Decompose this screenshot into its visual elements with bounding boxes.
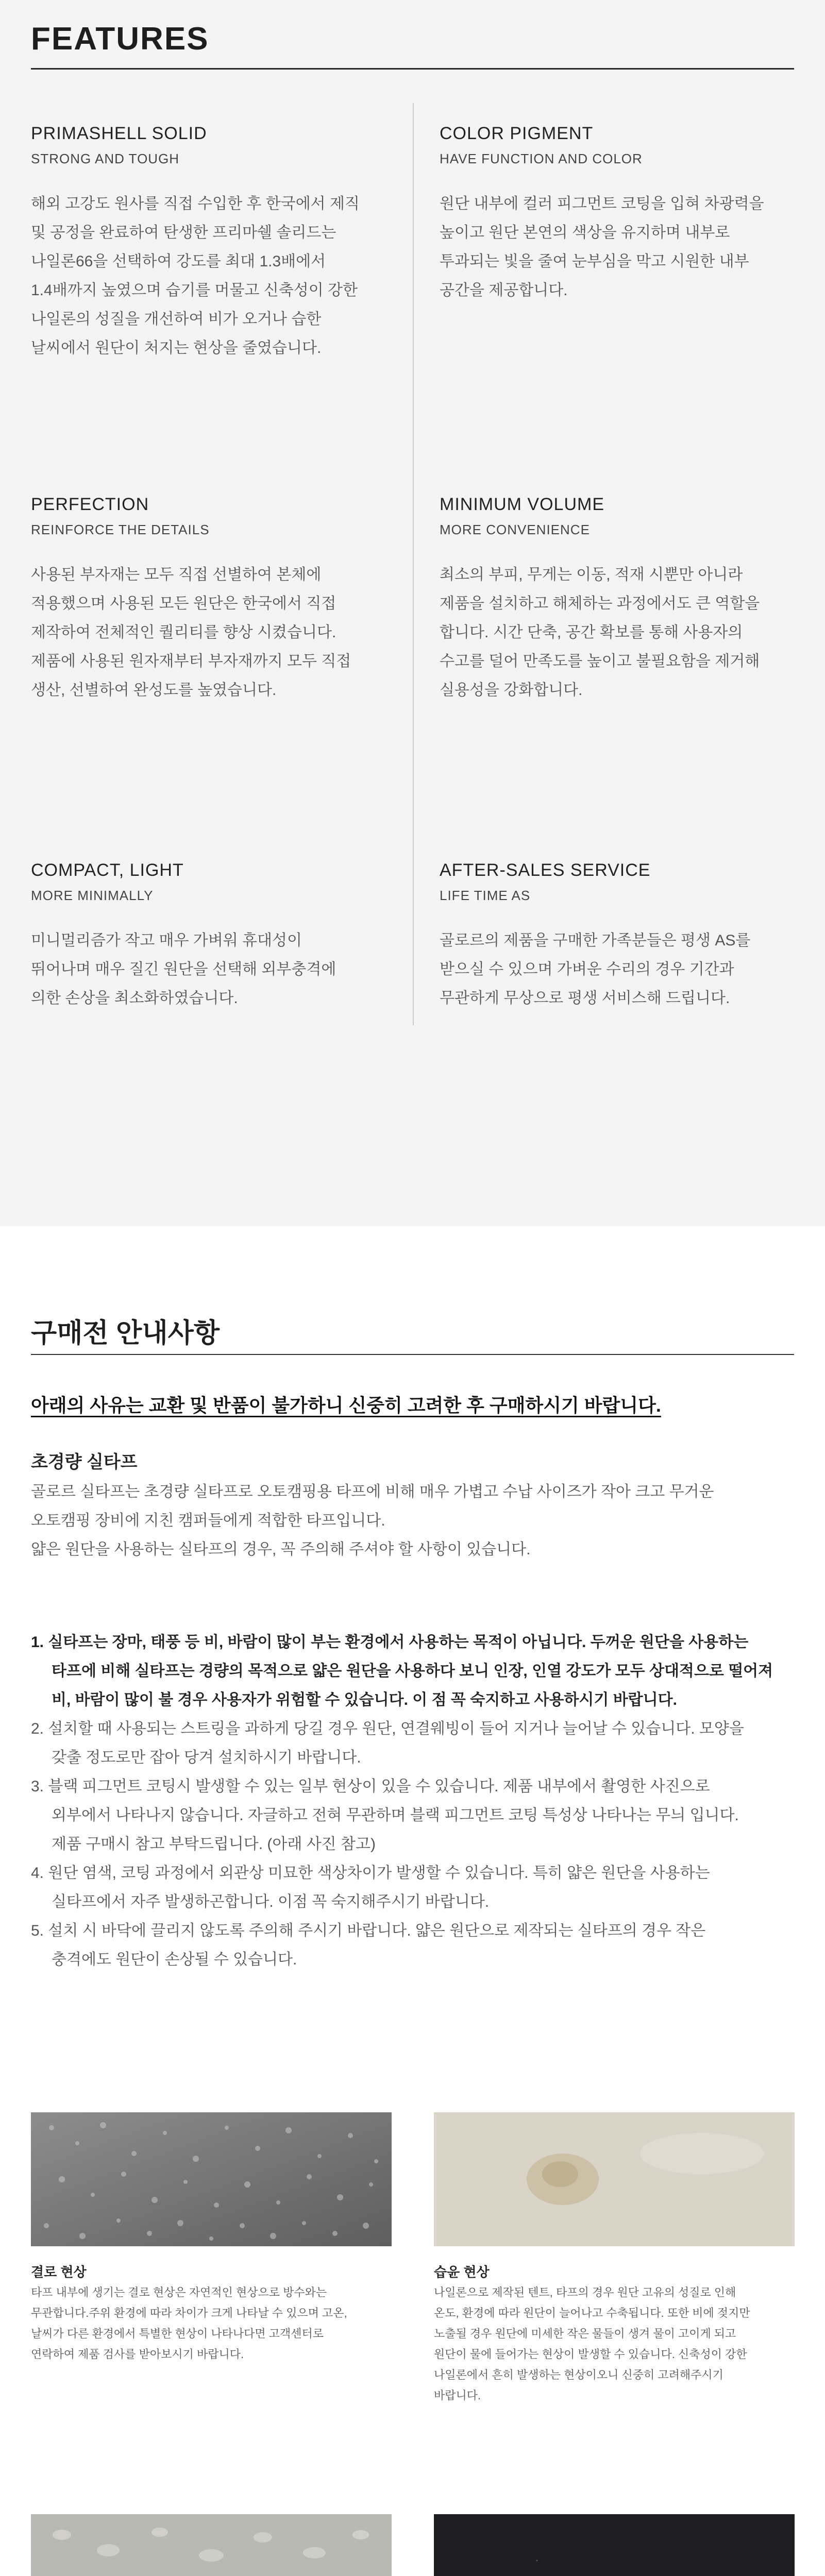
feature-perfection: [31, 495, 361, 705]
feature-title: PERFECTION: [31, 495, 149, 514]
wet-fabric-photo: [434, 2112, 795, 2246]
feature-description: 해외 고강도 원사를 직접 수입한 후 한국에서 제직 및 공정을 완료하여 탄생한 프리마쉘 솔리드는 나일론66을 선택하여 강도를 최대 1.3배에서 1.4배까지 높였으며 습기를 머물고 신축성이 강한 나일론의 성질을 개선하여 비가 오거나 습한 날씨에서 원단이 처지는 현상을 줄였습니다.: [31, 195, 360, 357]
condensation-caption-title: 결로 현상: [31, 2264, 87, 2280]
feature-subtitle: MORE CONVENIENCE: [440, 522, 590, 537]
wet-caption: 나일론으로 제작된 텐트, 타프의 경우 원단 고유의 성질로 인해 온도, 환경에 따라 원단이 늘어나고 수축됩니다. 또한 비에 젖지만 노출될 경우 원단에 미세한 작은 물들이 생겨 물이 고이게 되고 원단이 물에 들어가는 현상이 발생할 수 있습니다. 신축성이 강한 나일론에서 흔히 발생하는 현상이오니 신중히 고려해주시기 바랍니다.: [434, 2286, 750, 2402]
no-return-warning: 아래의 사유는 교환 및 반품이 불가하니 신중히 고려한 후 구매하시기 바랍니다.: [31, 1395, 661, 1416]
condensation-photo: [31, 2112, 392, 2246]
feature-title: AFTER-SALES SERVICE: [440, 860, 651, 880]
feature-subtitle: HAVE FUNCTION AND COLOR: [440, 151, 643, 166]
feature-minimum-volume: [440, 495, 769, 705]
condensation-caption: 타프 내부에 생기는 결로 현상은 자연적인 현상으로 방수와는 무관합니다.주위 환경에 따라 차이가 크게 나타날 수 있으며 고온, 날씨가 다른 환경에서 특별한 현상이 나타나다면 고객센터로 연락하여 제품 검사를 받아보시기 바랍니다.: [31, 2286, 347, 2361]
feature-description: 사용된 부자재는 모두 직접 선별하여 본체에 적용했으며 사용된 모든 원단은 한국에서 직접 제작하여 전체적인 퀄리티를 향상 시켰습니다. 제품에 사용된 원자재부터 부자재까지 모두 직접 생산, 선별하여 완성도를 높였습니다.: [31, 566, 351, 699]
ultralight-tarp-heading: 초경량 실타프: [31, 1452, 138, 1472]
list-item: 2. 설치할 때 사용되는 스트링을 과하게 당길 경우 원단, 연결웨빙이 들어 지거나 늘어날 수 있습니다. 모양을 갖출 정도로만 잡아 당겨 설치하시기 바랍니다.: [31, 1720, 744, 1766]
purchase-notes-divider: [31, 1354, 794, 1355]
ultralight-tarp-description: 골로르 실타프는 초경량 실타프로 오토캠핑용 타프에 비해 매우 가볍고 수납 사이즈가 작아 크고 무거운 오토캠핑 장비에 지친 캠퍼들에게 적합한 타프입니다. 얇은 원단을 사용하는 실타프의 경우, 꼭 주의해 주셔야 할 사항이 있습니다.: [31, 1483, 714, 1558]
wet-caption-title: 습윤 현상: [434, 2264, 490, 2280]
fabric-pattern-photo: [31, 2514, 392, 2576]
feature-description: 최소의 부피, 무게는 이동, 적재 시뿐만 아니라 제품을 설치하고 해체하는 과정에서도 큰 역할을 합니다. 시간 단축, 공간 확보를 통해 사용자의 수고를 덜어 만족도를 높이고 불필요함을 제거해 실용성을 강화합니다.: [440, 566, 760, 699]
features-section: [0, 0, 825, 1226]
feature-primashell-solid: [31, 124, 361, 363]
list-item: 1. 실타프는 장마, 태풍 등 비, 바람이 많이 부는 환경에서 사용하는 목적이 아닙니다. 두꺼운 원단을 사용하는 타프에 비해 실타프는 경량의 목적으로 얇은 원단을 사용하다 보니 인장, 인열 강도가 모두 상대적으로 떨어져 비, 바람이 많이 불 경우 사용자가 위험할 수 있습니다. 이 점 꼭 숙지하고 사용하시기 바랍니다.: [31, 1634, 773, 1708]
caution-list: [31, 1628, 804, 1974]
feature-description: 미니멀리즘가 작고 매우 가벼워 휴대성이 뛰어나며 매우 질긴 원단을 선택해 외부충격에 의한 손상을 최소화하였습니다.: [31, 932, 336, 1007]
features-title: FEATURES: [31, 21, 209, 57]
feature-after-sales-service: [440, 860, 769, 1013]
feature-subtitle: STRONG AND TOUGH: [31, 151, 180, 166]
features-column-divider: [413, 103, 414, 1025]
purchase-notes-title: 구매전 안내사항: [31, 1318, 220, 1348]
feature-title: PRIMASHELL SOLID: [31, 124, 207, 143]
feature-description: 원단 내부에 컬러 피그먼트 코팅을 입혀 차광력을 높이고 원단 본연의 색상을 유지하며 내부로 투과되는 빛을 줄여 눈부심을 막고 시원한 내부 공간을 제공합니다.: [440, 195, 764, 299]
white-spot-photo: [434, 2514, 795, 2576]
feature-title: COMPACT, LIGHT: [31, 860, 184, 880]
feature-color-pigment: [440, 124, 769, 305]
features-divider: [31, 68, 794, 70]
feature-title: COLOR PIGMENT: [440, 124, 594, 143]
feature-compact-light: [31, 860, 361, 1013]
list-item: 5. 설치 시 바닥에 끌리지 않도록 주의해 주시기 바랍니다. 얇은 원단으로 제작되는 실타프의 경우 작은 충격에도 원단이 손상될 수 있습니다.: [31, 1922, 706, 1968]
feature-description: 골로르의 제품을 구매한 가족분들은 평생 AS를 받으실 수 있으며 가벼운 수리의 경우 기간과 무관하게 무상으로 평생 서비스해 드립니다.: [440, 932, 751, 1007]
feature-title: MINIMUM VOLUME: [440, 495, 604, 514]
list-item: 3. 블랙 피그먼트 코팅시 발생할 수 있는 일부 현상이 있을 수 있습니다. 제품 내부에서 촬영한 사진으로 외부에서 나타나지 않습니다. 자글하고 전혀 무관하며 블랙 피그먼트 코팅 특성상 나타나는 무늬 입니다. 제품 구매시 참고 부탁드립니다. (아래 사진 참고): [31, 1778, 739, 1853]
list-item: 4. 원단 염색, 코팅 과정에서 외관상 미묘한 색상차이가 발생할 수 있습니다. 특히 얇은 원단을 사용하는 실타프에서 자주 발생하곤합니다. 이점 꼭 숙지해주시기 바랍니다.: [31, 1865, 710, 1910]
feature-subtitle: MORE MINIMALLY: [31, 888, 154, 903]
feature-subtitle: REINFORCE THE DETAILS: [31, 522, 210, 537]
feature-subtitle: LIFE TIME AS: [440, 888, 531, 903]
